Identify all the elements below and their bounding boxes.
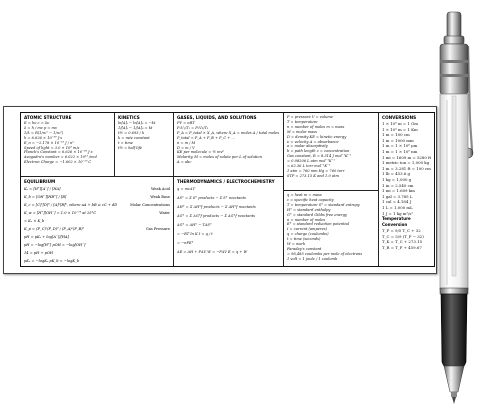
thermodynamics-title: THERMODYNAMICS / ELECTROCHEMISTRY <box>177 179 275 184</box>
conversion-line: 1 cal = 4.184 J <box>382 199 412 205</box>
formula-line: A = abc <box>177 160 192 165</box>
atomic-structure-title: ATOMIC STRUCTURE <box>24 115 72 120</box>
equilibrium-row: = Kₐ × K_b <box>24 219 45 223</box>
kinetics-title: KINETICS <box>118 115 140 120</box>
formula-line: Avogadro's number = 6.022 × 10²³ /mol <box>24 155 97 160</box>
conversion-line: 1 m = 100 cm <box>382 132 410 138</box>
conversion-line: 1 m = 1000 mm <box>382 137 414 143</box>
conversion-line: 1 kg = 1,000 g <box>382 176 412 182</box>
formula-line: Planck's Constant = 6.626 × 10⁻³⁴ J·s <box>24 150 93 155</box>
conversion-line: 1 mi = 1609 m = 5280 ft <box>382 154 432 160</box>
conversion-line: 1 gal = 3.785 L <box>382 193 413 199</box>
legend-line: 1 volt = 1 joule / 1 coulomb <box>287 256 338 261</box>
formula-line: Electron Charge = −1.602 × 10⁻¹⁹ C <box>24 160 92 165</box>
legend-line: E° = standard reduction potential <box>287 222 349 227</box>
equilibrium-row: pKₐ = −logKₐ pK_b = −logK_b <box>24 259 80 263</box>
legend-line: = 62.36 L torr mol⁻¹K⁻¹ <box>287 164 331 169</box>
equilibrium-row: pH = pKₐ + log[A⁻]/[HA] <box>24 235 70 239</box>
formula-line: P₁V₁/T₁ = P₂V₂/T₂ <box>177 125 209 130</box>
formula-line: ΔS° = Σ S° products − Σ S° reactants <box>177 196 246 200</box>
conversion-line: 1 in = 2.540 cm <box>382 182 414 188</box>
formula-line: KE per molecule = ½ mv² <box>177 150 224 155</box>
temperature-line: T_R = T_F + 459.67 <box>382 244 422 250</box>
formula-line: h = 6.626 × 10⁻³⁴ J·s <box>24 135 63 140</box>
equilibrium-row: K_c = [C]ᶜ[D]ᵈ / [A]ᵃ[B]ᵇ, where aA + bB ⇌ cC + dD Molar Concentrations <box>24 203 170 207</box>
legend-line: q = heat m = mass <box>287 193 322 197</box>
conversions-panel <box>379 113 434 266</box>
formula-line: t = time <box>118 140 133 145</box>
legend-line: I = current (amperes) <box>287 227 327 232</box>
formula-line: E = hν c = λν <box>24 121 50 125</box>
temperature-line: T_F = 9/5 T_C + 32 <box>382 228 421 234</box>
legend-line: D = density KE = kinetic energy <box>287 134 347 139</box>
formula-line: Speed of light = 3.0 × 10⁸ m/s <box>24 145 80 150</box>
legend-line: = 0.08206 L atm mol⁻¹K⁻¹ <box>287 159 335 164</box>
legend-line: Faraday's constant <box>287 246 322 251</box>
formula-line: ΔG° = ΔH° − TΔS° <box>177 223 212 227</box>
legend-line: STP = 273.15 K and 1.0 atm <box>287 173 339 178</box>
equilibrium-panel <box>21 177 174 266</box>
formula-sheet <box>20 112 435 267</box>
formula-line: Molarity, M = moles of solute per L of solution <box>177 155 262 160</box>
kinetics-panel <box>115 113 174 177</box>
gases-title: GASES, LIQUIDS, AND SOLUTIONS <box>177 115 257 120</box>
legend-line: T = temperature S° = standard entropy <box>287 202 360 207</box>
formula-line: λ = h / mv p = mv <box>24 125 57 130</box>
equilibrium-row: Kₐ = [H⁺][A⁻] / [HA] Weak Acid <box>24 187 170 191</box>
formula-line: n = m / M <box>177 140 196 145</box>
equilibrium-row: 14 = pH + pOH <box>24 251 53 255</box>
conversion-line: 1 m = 1 × 10⁹ nm <box>382 148 418 154</box>
formula-line: = −nFE° <box>177 241 194 245</box>
conversion-line: 1 mi = 1.609 km <box>382 188 415 194</box>
formula-line: ΔH° = Σ ΔH°f products − Σ ΔH°f reactants <box>177 205 256 209</box>
temperature-conversion-title: Temperature Conversion <box>382 216 411 228</box>
atomic-structure-panel <box>21 113 115 177</box>
conversion-line: 1 metric ton = 1,000 kg <box>382 160 430 166</box>
conversion-line: 1 × 10⁶ m = 1 Gm <box>382 121 418 126</box>
temperature-line: T_C = 5/9 (T_F − 32) <box>382 233 424 239</box>
temperature-line: T_K = T_C + 273.15 <box>382 239 423 245</box>
legend-line: H° = standard enthalpy <box>287 207 331 212</box>
legend-line: T = temperature <box>287 119 318 124</box>
legend-line: W = work <box>287 242 306 247</box>
conversion-line: 1 L = 1,000 mL <box>382 204 413 210</box>
conversion-line: 1 J = 1 kg m²/s² <box>382 210 413 216</box>
legend-line: M = molar mass <box>287 129 317 134</box>
legend-line: P = pressure V = volume <box>287 115 333 119</box>
equilibrium-title: EQUILIBRIUM <box>24 179 56 184</box>
formula-line: ln[A]ₜ − ln[A]₀ = −kt <box>118 121 156 125</box>
formula-line: P_total = P_A + P_B + P_C + ... <box>177 135 235 140</box>
formula-line: PV = nRT <box>177 121 195 125</box>
formula-line: t½ = half life <box>118 145 143 150</box>
conversion-line: 1 m = 1 × 10⁶ μm <box>382 143 418 149</box>
legend-line: 1 atm = 760 mm Hg = 760 torr <box>287 168 345 173</box>
formula-line: q = mcΔT <box>177 187 196 191</box>
formula-line: P_A = P_total × X_A, where X_A = moles A / total moles <box>177 130 280 135</box>
legend-line: n = number of moles m = mass <box>287 124 345 129</box>
formula-line: t½ = 0.693 / k <box>118 130 145 135</box>
thermodynamics-panel <box>174 177 284 266</box>
legend-line: b = path length c = concentration <box>287 149 350 154</box>
legend-line: = 96,485 coulombs per mole of electrons <box>287 251 363 256</box>
legend-line: n = number of moles <box>287 217 326 222</box>
legend-line: a = molar absorptivity <box>287 144 328 149</box>
legend-line: ν = velocity A = absorbance <box>287 139 339 144</box>
equilibrium-row: K_b = [OH⁻][HB⁺] / [B] Weak Base <box>24 195 170 199</box>
gas-variables-panel <box>284 113 379 191</box>
gases-panel <box>174 113 284 177</box>
legend-line: G° = standard Gibbs free energy <box>287 212 347 217</box>
formula-line: E_n = −2.178 × 10⁻¹⁸ J / n² <box>24 140 74 145</box>
conversion-line: 1 m = 3.281 ft = 100 cm <box>382 165 431 171</box>
legend-line: q = charge (coulombs) <box>287 232 329 237</box>
formula-line: = −RT ln K I = q / t <box>177 232 213 236</box>
legend-line: Gas constant, R = 8.314 J mol⁻¹K⁻¹ <box>287 154 352 159</box>
thermo-variables-panel <box>284 191 379 266</box>
conversion-line: 1 × 10³ m = 1 Km <box>382 126 418 132</box>
formula-line: ΔG° = Σ ΔG°f products − Σ ΔG°f reactants <box>177 214 255 218</box>
formula-line: 1/[A]ₜ − 1/[A]₀ = kt <box>118 125 153 130</box>
conversion-line: 1 lb = 453.6 g <box>382 171 411 177</box>
equilibrium-row: pH = −log[H⁺] pOH = −log[OH⁻] <box>24 243 86 247</box>
formula-line: D = m / V <box>177 145 195 150</box>
legend-line: c = specific heat capacity <box>287 197 334 202</box>
formula-line: ΔE = ΔH + PΔV W = −PΔV E = q + W <box>177 250 248 254</box>
equilibrium-row: K_w = [H⁺][OH⁻] = 1.0 × 10⁻¹⁴ at 25°C Water <box>24 211 170 215</box>
equilibrium-row: K_p = (P_C)ᶜ(P_D)ᵈ / (P_A)ᵃ(P_B)ᵇ Gas Pressure <box>24 227 170 231</box>
formula-line: k = rate constant <box>118 135 150 140</box>
conversions-title: CONVERSIONS <box>382 115 417 120</box>
legend-line: t = time (seconds) <box>287 237 321 242</box>
formula-line: 1/λ = R(1/n₁² − 1/n₂²) <box>24 130 64 135</box>
